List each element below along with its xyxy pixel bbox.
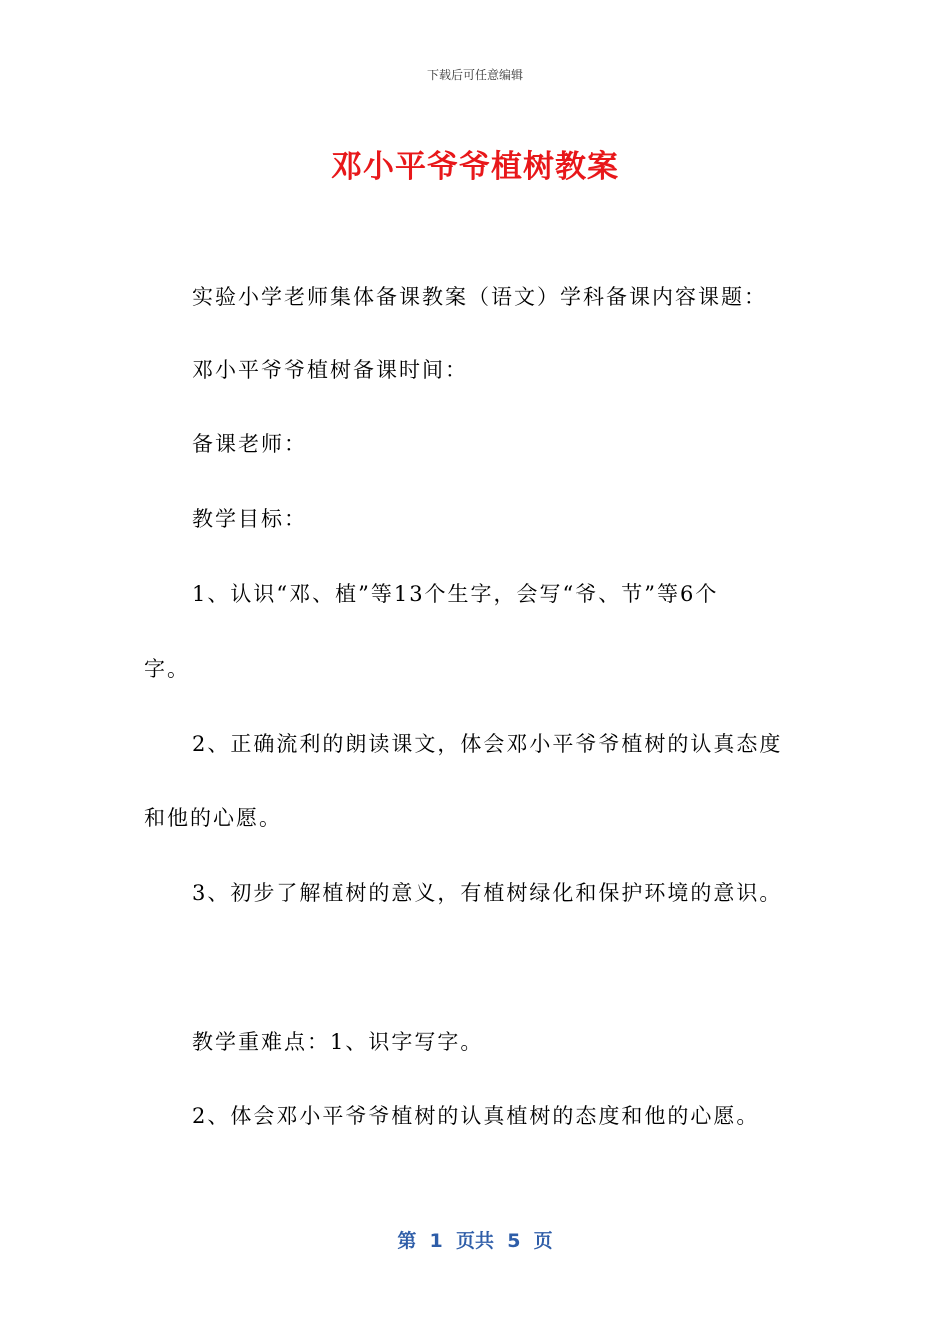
page-indicator: 第 1 页共 5 页	[397, 1230, 553, 1252]
header-note: 下载后可任意编辑	[426, 68, 523, 82]
paragraph-line: 字。	[144, 657, 190, 681]
paragraph-line: 实验小学老师集体备课教案（语文）学科备课内容课题：	[192, 285, 767, 309]
paragraph-line: 2、体会邓小平爷爷植树的认真植树的态度和他的心愿。	[192, 1104, 760, 1128]
paragraph-line: 教学重难点：1、识字写字。	[192, 1030, 484, 1054]
paragraph-line: 1、认识“邓、植”等13个生字，会写“爷、节”等6个	[192, 582, 719, 606]
paragraph-line: 教学目标：	[192, 507, 307, 531]
document-title: 邓小平爷爷植树教案	[331, 149, 619, 185]
paragraph-line: 3、初步了解植树的意义，有植树绿化和保护环境的意识。	[192, 881, 783, 905]
paragraph-line: 2、正确流利的朗读课文，体会邓小平爷爷植树的认真态度	[192, 732, 783, 756]
paragraph-line: 邓小平爷爷植树备课时间：	[192, 358, 468, 382]
paragraph-line: 备课老师：	[192, 432, 307, 456]
paragraph-line: 和他的心愿。	[144, 806, 282, 830]
